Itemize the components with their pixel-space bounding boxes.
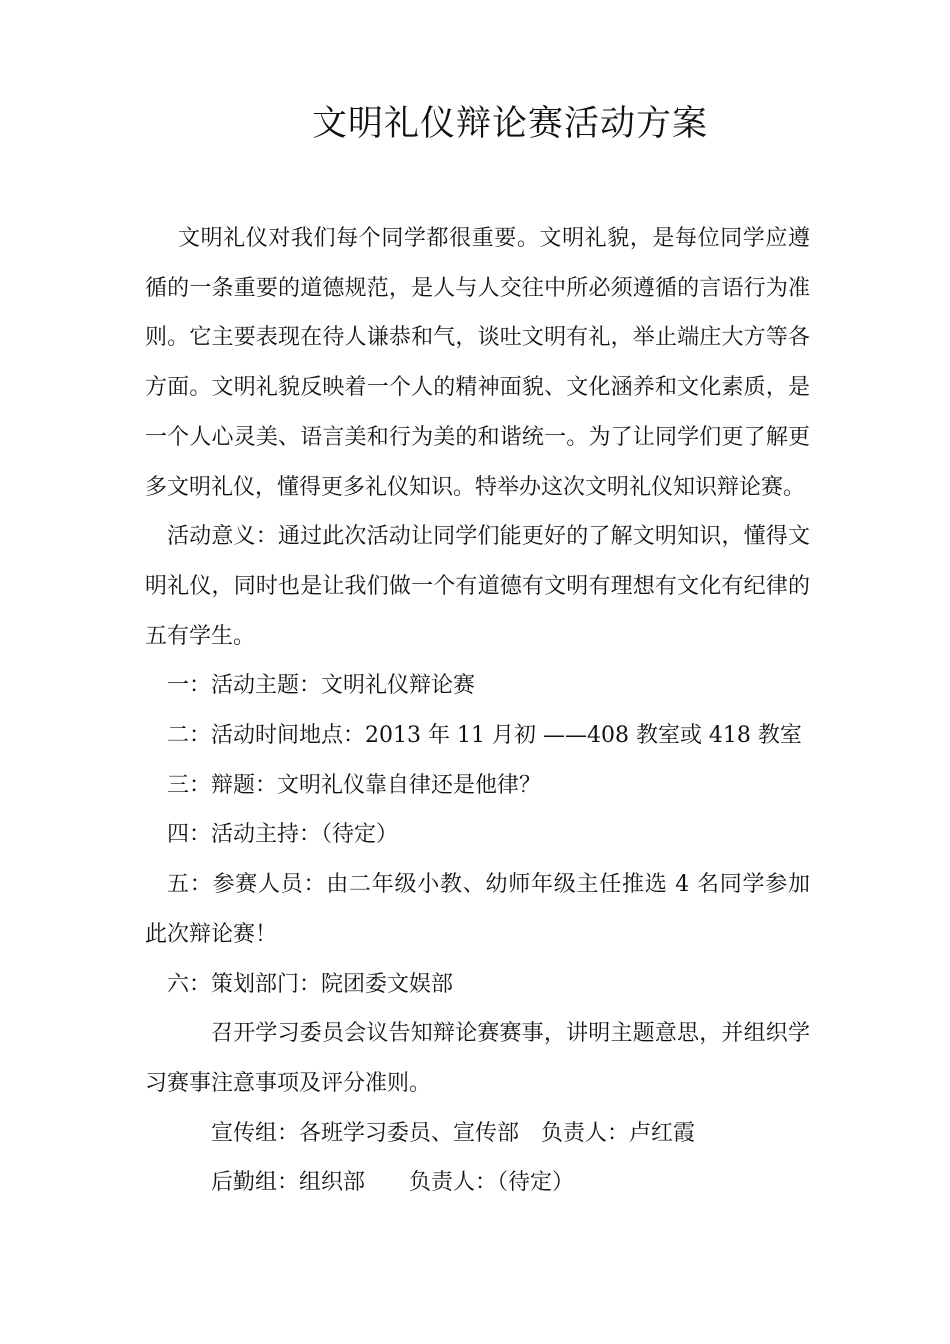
document-body <box>145 214 810 1208</box>
planning-note-paragraph: 召开学习委员会议告知辩论赛赛事，讲明主题意思，并组织学习赛事注意事项及评分准则。 <box>145 1021 810 1096</box>
item-host: 四：活动主持：（待定） <box>167 822 399 848</box>
group-publicity-leader: 负责人：卢红霞 <box>541 1120 696 1146</box>
item-participants: 五：参赛人员：由二年级小教、幼师年级主任推选 4 名同学参加此次辩论赛！ <box>145 872 810 947</box>
intro-paragraph: 文明礼仪对我们每个同学都很重要。文明礼貌，是每位同学应遵循的一条重要的道德规范，是人与人交往中所必须遵循的言语行为准则。它主要表现在待人谦恭和气，谈吐文明有礼，举止端庄大方等各方面。文明礼貌反映着一个人的精神面貌、文化涵养和文化素质，是一个人心灵美、语言美和行为美的和谐统一。为了让同学们更了解更多文明礼仪，懂得更多礼仪知识。特举办这次文明礼仪知识辩论赛。 <box>145 226 810 500</box>
item-debate-topic: 三：辩题：文明礼仪靠自律还是他律？ <box>167 772 542 798</box>
group-publicity <box>145 1109 810 1159</box>
group-publicity-name: 宣传组：各班学习委员、宣传部 <box>211 1120 520 1146</box>
significance-paragraph: 活动意义：通过此次活动让同学们能更好的了解文明知识，懂得文明礼仪，同时也是让我们做一个有道德有文明有理想有文化有纪律的五有学生。 <box>145 524 810 649</box>
item-planning-department: 六：策划部门：院团委文娱部 <box>167 971 454 997</box>
group-logistics-name: 后勤组：组织部 <box>211 1170 366 1196</box>
document-title: 文明礼仪辩论赛活动方案 <box>311 104 708 144</box>
item-theme: 一：活动主题：文明礼仪辩论赛 <box>167 673 476 699</box>
group-logistics-leader: 负责人：（待定） <box>409 1170 575 1196</box>
group-logistics <box>145 1158 810 1208</box>
item-time-place: 二：活动时间地点：2013 年 11 月初 ——408 教室或 418 教室 <box>167 723 802 749</box>
